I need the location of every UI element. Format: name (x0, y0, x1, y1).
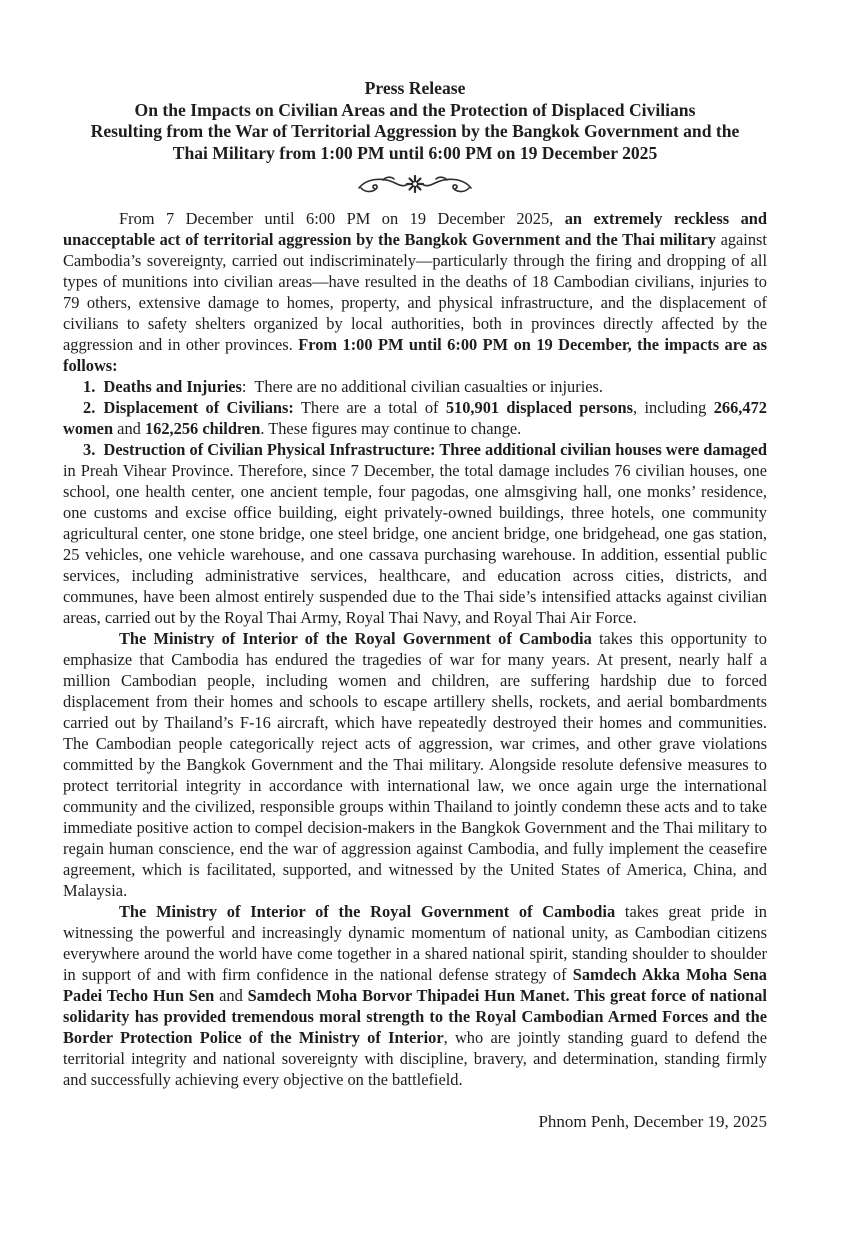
text-run: takes great pride in witnessing the powerful and increasingly dynamic momentum of national unity, as Cambodian citizens everywhere around the world have come together in a shared national spirit, standing shoulder to shoulder in support of and with firm confidence in the national defense strategy of (63, 902, 767, 984)
numbered-item-paragraph (63, 376, 767, 397)
text-run: There are a total of (293, 398, 446, 417)
bold-text-run: 162,256 children (144, 419, 261, 438)
bold-text-run: 3. Destruction of Civilian Physical Infrastructure: Three additional civilian houses were damaged (83, 440, 768, 459)
bold-text-run: Samdech Akka Moha Sena Padei Techo Hun Sen (63, 965, 767, 1005)
bold-text-run: The Ministry of Interior of the Royal Government of Cambodia (119, 629, 592, 648)
title-line: Press Release (364, 78, 466, 98)
bold-text-run: From 1:00 PM until 6:00 PM on 19 December, the impacts are as follows: (63, 335, 767, 375)
bold-text-run: 266,472 women (63, 398, 767, 438)
body-paragraph (63, 628, 767, 901)
body-paragraph (63, 208, 767, 376)
bold-text-run: 510,901 displaced persons (445, 398, 634, 417)
text-run: From 7 December until 6:00 PM on 19 December 2025, (119, 209, 565, 228)
text-run: against Cambodia’s sovereignty, carried out indiscriminately—particularly through the firing and dropping of all types of munitions into civilian areas—have resulted in the deaths of 18 Cambodian civilians, injuries to 79 others, extensive damage to homes, property, and physical infrastructure, and the displacement of civilians to safety shelters organized by local authorities, both in provinces directly affected by the aggression and in other provinces. (63, 230, 767, 354)
title-line: Resulting from the War of Territorial Aggression by the Bangkok Government and the (90, 121, 740, 141)
text-run: , including (633, 398, 714, 417)
bold-text-run: 2. Displacement of Civilians: (83, 398, 294, 417)
text-run: and (214, 986, 248, 1005)
bold-text-run: The Ministry of Interior of the Royal Government of Cambodia (119, 902, 616, 921)
numbered-item-paragraph (63, 397, 767, 439)
text-run: in Preah Vihear Province. Therefore, since 7 December, the total damage includes 76 civilian houses, one school, one health center, one ancient temple, four pagodas, one almsgiving hall, one monks’ residence, one customs and excise office building, eight privately-owned buildings, three hotels, one community agricultural center, one stone bridge, one steel bridge, one ancient bridge, one bridgehead, one gas station, 25 vehicles, one vehicle warehouse, and one cassava purchasing warehouse. In addition, essential public services, including administrative services, healthcare, and education across cities, districts, and communes, have been almost entirely suspended due to the Thai side’s intensified attacks against civilian areas, carried out by the Royal Thai Army, Royal Thai Navy, and Royal Thai Air Force. (63, 461, 767, 627)
document-body (63, 208, 767, 1090)
numbered-item-paragraph (63, 439, 767, 628)
bold-text-run: an extremely reckless and unacceptable act of territorial aggression by the Bangkok Government and the Thai military (63, 209, 767, 249)
title-line: On the Impacts on Civilian Areas and the Protection of Displaced Civilians (134, 99, 696, 120)
text-run: , who are jointly standing guard to defend the territorial integrity and national sovereignty with discipline, bravery, and determination, standing firmly and successfully achieving every objective on the battlefield. (63, 1028, 767, 1089)
dateline: Phnom Penh, December 19, 2025 (538, 1112, 767, 1131)
title-line: Thai Military from 1:00 PM until 6:00 PM on 19 December 2025 (172, 142, 658, 163)
text-run: and (113, 419, 145, 438)
floral-divider-icon (63, 169, 767, 199)
text-run: . These figures may continue to change. (260, 419, 522, 438)
text-run: takes this opportunity to emphasize that Cambodia has endured the tragedies of war for many years. At present, nearly half a million Cambodian people, including women and children, are suffering hardship due to forced displacement from their homes and schools to escape artillery shells, rockets, and aerial bombardments carried out by Thailand’s F-16 aircraft, which have repeatedly destroyed their homes and communities. The Cambodian people categorically reject acts of aggression, war crimes, and other grave violations committed by the Bangkok Government and the Thai military. Alongside resolute defensive measures to protect territorial integrity in accordance with international law, we once again urge the international community and the civilized, responsible groups within Thailand to jointly condemn these acts and to take immediate positive action to compel decision-makers in the Bangkok Government and the Thai military to regain human conscience, end the war of aggression against Cambodia, and fully implement the ceasefire agreement, which is facilitated, supported, and witnessed by the United States of America, China, and Malaysia. (63, 629, 767, 900)
body-paragraph (63, 901, 767, 1090)
document-title (63, 78, 767, 164)
bold-text-run: 1. Deaths and Injuries (83, 377, 242, 396)
bold-text-run: Samdech Moha Borvor Thipadei Hun Manet. This great force of national solidarity has provided tremendous moral strength to the Royal Cambodian Armed Forces and the Border Protection Police of the Ministry of Interior (63, 986, 767, 1047)
text-run: : There are no additional civilian casualties or injuries. (241, 377, 604, 396)
